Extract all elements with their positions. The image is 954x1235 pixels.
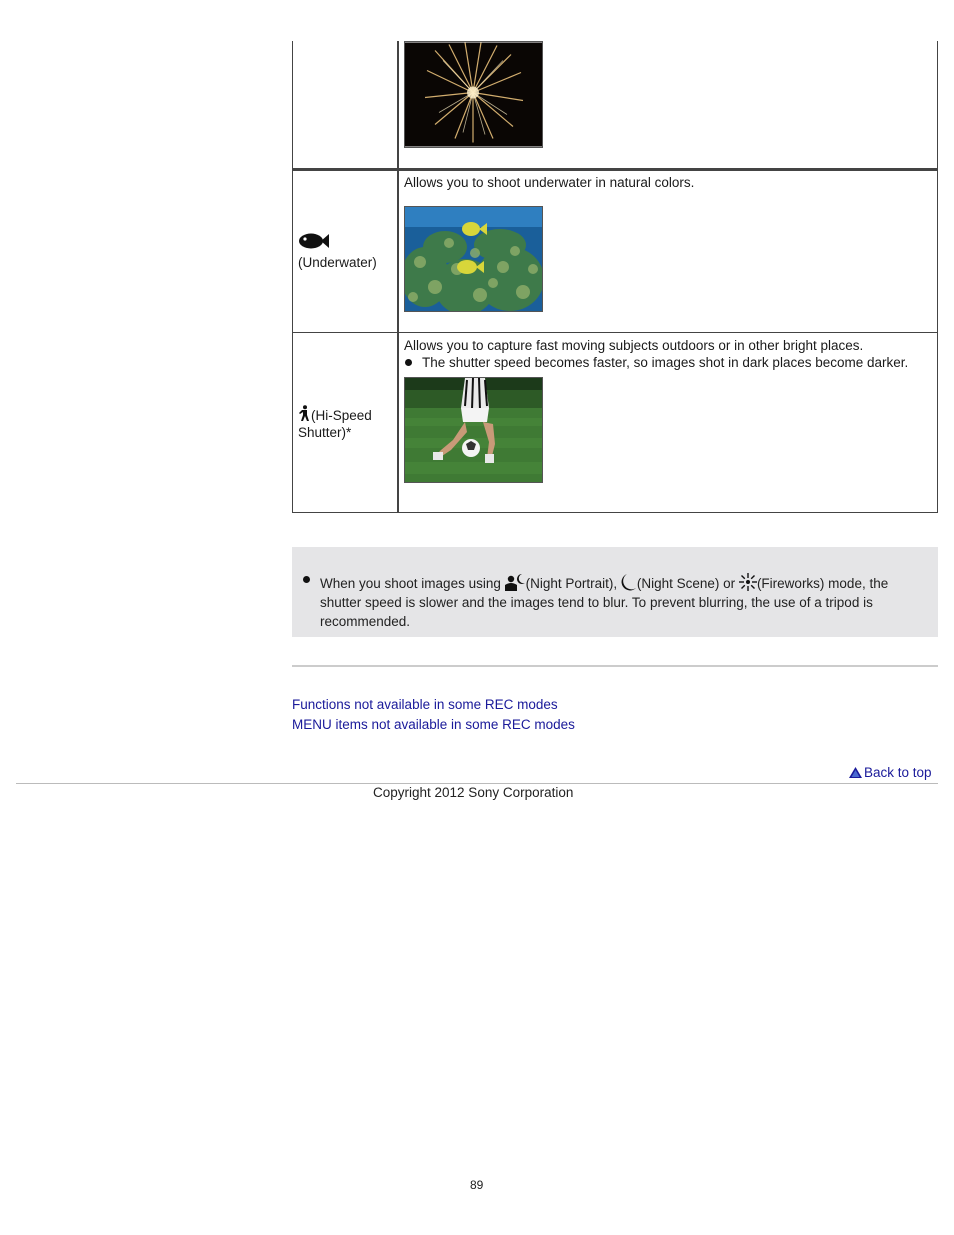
underwater-photo	[404, 206, 543, 312]
fireworks-photo	[404, 41, 543, 148]
note-text	[320, 573, 920, 631]
up-arrow-icon	[849, 767, 862, 778]
copyright: Copyright 2012 Sony Corporation	[373, 785, 574, 800]
soccer-photo	[404, 377, 543, 483]
back-to-top-label: Back to top	[864, 765, 932, 780]
night-scene-icon	[621, 574, 637, 591]
note-text-part: (Night Scene) or	[636, 576, 739, 591]
note-text-part: When you shoot images using	[320, 576, 505, 591]
page-number: 89	[470, 1178, 484, 1192]
running-person-icon	[298, 405, 311, 422]
table-row-underwater	[292, 169, 937, 333]
note-text-part: (Fireworks) mode, the shutter speed is slower and the images tend to blur. To prevent blurring, the use of a tripod is recommended.	[320, 576, 889, 629]
mode-cell	[293, 41, 399, 168]
mode-cell	[293, 333, 399, 512]
night-portrait-icon	[505, 574, 526, 591]
fish-icon	[298, 232, 330, 250]
divider	[292, 665, 938, 667]
back-to-top-link[interactable]	[849, 765, 932, 780]
fireworks-icon	[739, 573, 757, 591]
bullet-item	[404, 354, 932, 371]
related-link-menu-items[interactable]: MENU items not available in some REC modes	[292, 717, 575, 732]
description-cell	[399, 171, 937, 332]
scene-mode-table	[292, 41, 938, 513]
description-cell	[399, 41, 937, 168]
description-cell	[399, 333, 937, 512]
mode-cell	[293, 171, 399, 332]
note-box	[292, 547, 938, 637]
footer-divider	[16, 783, 938, 784]
note-text-part: (Night Portrait),	[525, 576, 621, 591]
mode-label: (Hi-Speed Shutter)*	[298, 407, 372, 440]
related-link-functions[interactable]: Functions not available in some REC modes	[292, 697, 558, 712]
bullet-icon	[405, 359, 412, 366]
mode-description: Allows you to capture fast moving subjects outdoors or in other bright places.	[404, 338, 864, 353]
bullet-text: The shutter speed becomes faster, so images shot in dark places become darker.	[422, 355, 909, 370]
mode-label: (Underwater)	[298, 255, 377, 270]
mode-description: Allows you to shoot underwater in natural colors.	[404, 175, 695, 190]
bullet-icon	[303, 576, 310, 583]
table-row-fireworks	[292, 41, 937, 169]
table-row-hispeed	[292, 333, 937, 513]
